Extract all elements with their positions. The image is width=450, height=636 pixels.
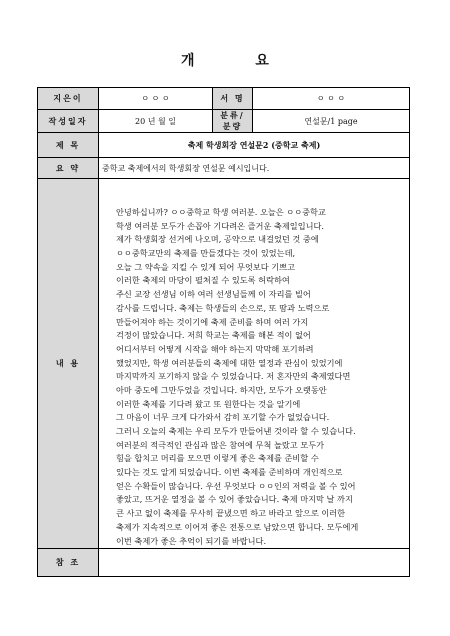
content-line: 감사를 드립니다. 축제는 학생들의 손으로, 또 땀과 노력으로 [116,302,330,313]
reference-value [99,549,410,577]
author-label: 지은이 [38,88,99,110]
content-line: 걱정이 많았습니다. 저희 학교는 축제를 해본 적이 없어 [116,330,311,341]
date-label: 작성일자 [38,110,99,133]
content-line: 그러니 오늘의 축제는 우리 모두가 만들어낸 것이라 할 수 있습니다. [116,426,356,436]
content-line: 여러분의 적극적인 관심과 많은 참여에 무척 놀랐고 모두가 [116,439,325,450]
signature-value: ㅇ ㅇ ㅇ [253,88,410,110]
content-line: 축제가 지속적으로 이어져 좋은 전통으로 남았으면 합니다. 모두에게 [116,521,359,532]
subject-label: 제 목 [38,133,99,158]
category-label: 분류/분량 [213,110,253,133]
content-line: 힘을 합치고 머리를 모으면 이렇게 좋은 축제를 준비할 수 [116,453,319,464]
content-line: 좋았고, 뜨거운 열정을 볼 수 있어 좋았습니다. 축제 마지막 날 까지 [116,494,353,505]
summary-label: 요 약 [38,158,99,179]
content-line: 안녕하십니까? ㅇㅇ중학교 학생 여러분. 오늘은 ㅇㅇ중학교 [116,207,326,217]
content-line: ㅇㅇ중학교만의 축제를 만들겠다는 것이 있었는데, [116,248,296,259]
content-line: 주신 교장 선생님 이하 여러 선생님들께 이 자리를 빌어 [116,289,311,300]
category-value: 연설문/1 page [253,110,410,133]
signature-label: 서 명 [213,88,253,110]
content-line: 학생 여러분 모두가 손꼽아 기다려온 즐거운 축제일입니다. [116,220,325,231]
content-line: 아마 중도에 그만두었을 것입니다. 하지만, 모두가 오랫동안 [116,384,327,395]
reference-label: 참 조 [38,549,99,577]
summary-value: 중학교 축제에서의 학생회장 연설문 예시입니다. [99,158,410,179]
content-line: 그 마음이 너무 크게 다가와서 감히 포기할 수가 없었습니다. [116,412,330,423]
content-line: 마지막까지 포기하지 않을 수 있었습니다. 저 혼자만의 축제였다면 [116,371,351,382]
author-value: ㅇ ㅇ ㅇ [99,88,213,110]
content-line: 이번 축제가 좋은 추억이 되기를 바랍니다. [116,535,267,546]
content-line: 큰 사고 없이 축제를 무사히 끝냈으면 하고 바라고 앞으로 이러한 [116,508,346,519]
subject-value: 축제 학생회장 연설문2 (중학교 축제) [99,133,410,158]
date-value: 20 년 월 일 [99,110,213,133]
overview-form [37,87,410,577]
page-title: 개 요 [181,53,297,69]
content-cell [99,179,410,549]
content-line: 오늘 그 약속을 지킬 수 있게 되어 무엇보다 기쁘고 [116,261,296,272]
content-line: 이러한 축제를 기다려 왔고 또 원한다는 것을 알기에 [116,398,301,409]
content-line: 어디서부터 어떻게 시작을 해야 하는지 막막해 포기하려 [116,343,314,354]
content-line: 만들어져야 하는 것이기에 축제 준비를 하며 여러 가지 [116,316,309,327]
content-body [99,179,409,548]
content-line: 얻은 수확들이 많습니다. 우선 무엇보다 ㅇㅇ인의 저력을 볼 수 있어 [116,480,356,491]
content-line: 이러한 축제의 마당이 펼쳐질 수 있도록 허락하여 [116,275,290,286]
content-line: 했었지만, 학생 여러분들의 축제에 대한 열정과 관심이 있었기에 [116,357,343,368]
content-line: 제가 학생회장 선거에 나오며, 공약으로 내걸었던 것 중에 [116,234,319,245]
content-label: 내 용 [38,179,99,549]
content-line: 있다는 것도 알게 되었습니다. 이번 축제를 준비하며 개인적으로 [116,467,343,478]
